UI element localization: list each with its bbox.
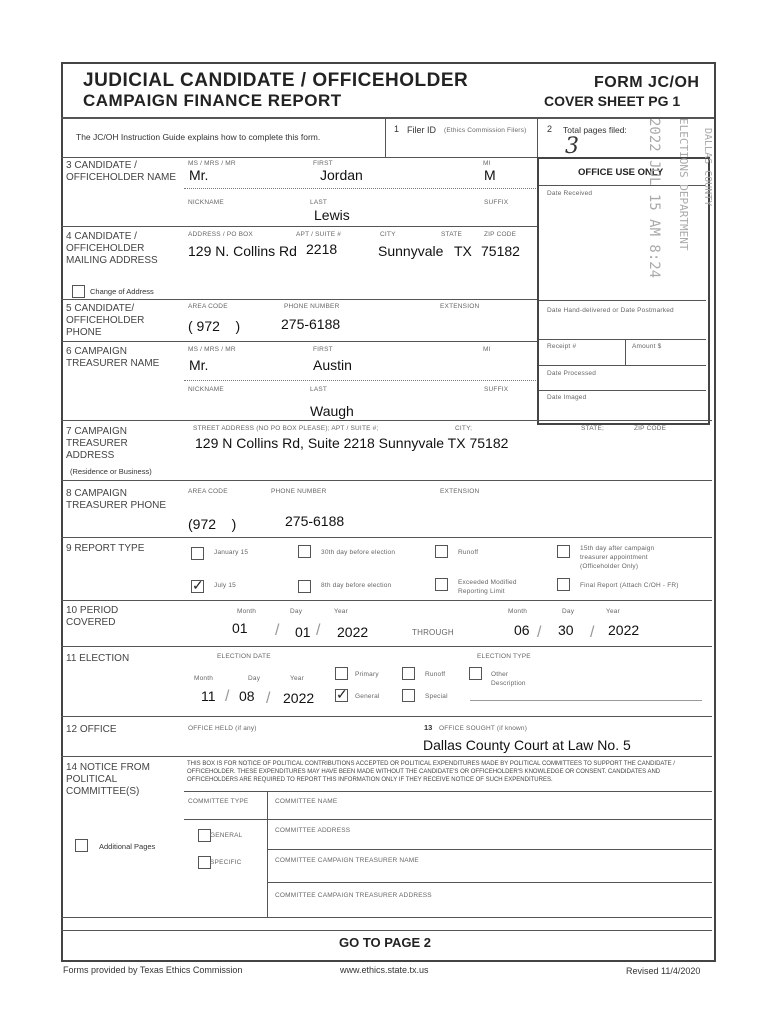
date-received-label: Date Received bbox=[547, 190, 593, 197]
s5-area-value: ( 972 ) bbox=[188, 318, 241, 334]
committee-type-label: COMMITTEE TYPE bbox=[188, 798, 249, 805]
s11-date-label: ELECTION DATE bbox=[217, 653, 271, 660]
s3-first-value: Jordan bbox=[320, 167, 363, 183]
s10-from-year: 2022 bbox=[337, 624, 369, 640]
divider bbox=[61, 537, 712, 538]
s7-address-value: 129 N Collins Rd, Suite 2218 Sunnyvale TX 75182 bbox=[195, 435, 509, 451]
s7-city-label: CITY; bbox=[455, 425, 473, 432]
election-runoff-label: Runoff bbox=[425, 671, 446, 678]
divider bbox=[61, 756, 712, 757]
s11-year-label: Year bbox=[290, 675, 304, 682]
divider bbox=[61, 157, 537, 158]
s3-nick-label: NICKNAME bbox=[188, 199, 224, 206]
date-slash: / bbox=[225, 688, 230, 705]
s5-label: 5 CANDIDATE/ OFFICEHOLDER PHONE bbox=[66, 303, 145, 338]
filer-id-label: Filer ID bbox=[407, 125, 436, 135]
s6-ms-label: MS / MRS / MR bbox=[188, 346, 236, 353]
date-imaged-label: Date Imaged bbox=[547, 394, 587, 401]
s10-from-year-label: Year bbox=[334, 608, 348, 615]
s5-ext-label: EXTENSION bbox=[440, 303, 480, 310]
report-exceeded-checkbox[interactable] bbox=[435, 578, 448, 591]
divider bbox=[539, 339, 706, 340]
s10-from-day-label: Day bbox=[290, 608, 303, 615]
committee-treasurer-address-label: COMMITTEE CAMPAIGN TREASURER ADDRESS bbox=[275, 892, 432, 899]
committee-address-label: COMMITTEE ADDRESS bbox=[275, 827, 351, 834]
report-final-checkbox[interactable] bbox=[557, 578, 570, 591]
divider bbox=[61, 646, 712, 647]
s9-label: 9 REPORT TYPE bbox=[66, 543, 145, 554]
header-divider bbox=[61, 117, 714, 119]
s11-label: 11 ELECTION bbox=[66, 653, 130, 664]
s4-apt-label: APT / SUITE # bbox=[296, 231, 342, 238]
divider bbox=[184, 819, 712, 820]
s6-nick-label: NICKNAME bbox=[188, 386, 224, 393]
election-general-label: General bbox=[355, 693, 380, 700]
go-to-page-2[interactable]: GO TO PAGE 2 bbox=[339, 935, 431, 950]
date-slash: / bbox=[537, 624, 542, 641]
divider bbox=[61, 716, 712, 717]
s11-type-label: ELECTION TYPE bbox=[477, 653, 531, 660]
date-slash: / bbox=[316, 622, 321, 639]
election-other-desc-label: Description bbox=[491, 680, 526, 687]
s4-apt-value: 2218 bbox=[306, 241, 338, 257]
election-special-label: Special bbox=[425, 693, 448, 700]
s4-city-label: CITY bbox=[380, 231, 396, 238]
election-other-checkbox[interactable] bbox=[469, 667, 482, 680]
s14-notice: THIS BOX IS FOR NOTICE OF POLITICAL CONTRIBUTIONS ACCEPTED OR POLITICAL EXPENDITURES MADE BY POLITICAL COMMITTEES TO SUPPORT THE CANDIDATE / OFFICEHOLDER. THESE EXPENDITURES MAY HAVE BEEN MADE WITHOUT THE CANDIDATE'S OR OFFICEHOLDER'S KNOWLEDGE OR CONSENT. CANDIDATES AND OFFICEHOLDERS ARE REQUIRED TO REPORT THIS INFORMATION ONLY IF THEY RECEIVE NOTICE OF SUCH EXPENDITURES. bbox=[187, 761, 675, 783]
elections-stamp: ELECTIONS DEPARTMENT bbox=[677, 118, 690, 251]
committee-name-label: COMMITTEE NAME bbox=[275, 798, 338, 805]
report-8day-label: 8th day before election bbox=[321, 582, 392, 589]
divider bbox=[267, 849, 712, 850]
committee-treasurer-name-label: COMMITTEE CAMPAIGN TREASURER NAME bbox=[275, 857, 419, 864]
s10-to-month-label: Month bbox=[508, 608, 528, 615]
report-exceeded-label: Exceeded Modified Reporting Limit bbox=[458, 579, 517, 595]
s10-from-day: 01 bbox=[295, 624, 311, 640]
s4-state-value: TX bbox=[454, 243, 472, 259]
s4-city-value: Sunnyvale bbox=[378, 243, 444, 259]
s7-state-label: STATE; bbox=[581, 425, 604, 432]
report-july15-checkbox[interactable] bbox=[191, 580, 204, 593]
s6-first-value: Austin bbox=[313, 357, 352, 373]
s6-last-value: Waugh bbox=[310, 403, 354, 419]
divider bbox=[184, 188, 536, 189]
divider bbox=[539, 300, 706, 301]
divider bbox=[267, 791, 268, 917]
s14-label: 14 NOTICE FROM POLITICAL COMMITTEE(S) bbox=[66, 762, 150, 797]
s3-ms-label: MS / MRS / MR bbox=[188, 160, 236, 167]
footer-left: Forms provided by Texas Ethics Commission bbox=[63, 965, 243, 975]
divider bbox=[385, 118, 386, 158]
form-title-line2: CAMPAIGN FINANCE REPORT bbox=[83, 91, 342, 110]
report-jan15-checkbox[interactable] bbox=[191, 547, 204, 560]
date-processed-label: Date Processed bbox=[547, 370, 597, 377]
county-stamp: DALLAS COUNTY bbox=[702, 128, 713, 207]
divider bbox=[61, 480, 712, 481]
committee-specific-label: SPECIFIC bbox=[210, 859, 242, 866]
filer-id-num: 1 bbox=[394, 124, 400, 134]
footer-center[interactable]: www.ethics.state.tx.us bbox=[340, 965, 429, 975]
s11-year: 2022 bbox=[283, 690, 315, 706]
s10-through: THROUGH bbox=[412, 628, 454, 637]
divider bbox=[539, 390, 706, 391]
election-primary-label: Primary bbox=[355, 671, 379, 678]
change-of-address-checkbox[interactable] bbox=[72, 285, 85, 298]
s5-area-label: AREA CODE bbox=[188, 303, 228, 310]
election-special-checkbox[interactable] bbox=[402, 689, 415, 702]
s3-last-value: Lewis bbox=[314, 207, 350, 223]
s5-phone-label: PHONE NUMBER bbox=[284, 303, 340, 310]
divider bbox=[267, 882, 712, 883]
date-slash: / bbox=[266, 690, 271, 707]
s6-first-label: FIRST bbox=[313, 346, 333, 353]
s6-suffix-label: SUFFIX bbox=[484, 386, 509, 393]
s12-label: 12 OFFICE bbox=[66, 724, 117, 735]
s7-street-label: STREET ADDRESS (NO PO BOX PLEASE); APT / SUITE #; bbox=[193, 425, 379, 432]
footer-right: Revised 11/4/2020 bbox=[626, 966, 701, 976]
divider bbox=[537, 118, 538, 158]
report-30day-checkbox[interactable] bbox=[298, 545, 311, 558]
divider bbox=[61, 299, 537, 300]
s3-last-label: LAST bbox=[310, 199, 328, 206]
s11-day: 08 bbox=[239, 688, 255, 704]
s8-label: 8 CAMPAIGN TREASURER PHONE bbox=[66, 488, 167, 511]
total-pages-label: Total pages filed: bbox=[563, 125, 627, 135]
s8-area-value: (972 ) bbox=[188, 516, 237, 532]
s3-label: 3 CANDIDATE / OFFICEHOLDER NAME bbox=[66, 160, 177, 183]
s11-month: 11 bbox=[201, 688, 216, 704]
s13-num: 13 bbox=[424, 723, 433, 732]
s13-label: OFFICE SOUGHT (if known) bbox=[439, 725, 528, 732]
s11-month-label: Month bbox=[194, 675, 214, 682]
divider bbox=[61, 420, 712, 421]
s13-office-value: Dallas County Court at Law No. 5 bbox=[423, 737, 631, 753]
election-primary-checkbox[interactable] bbox=[335, 667, 348, 680]
s8-ext-label: EXTENSION bbox=[440, 488, 480, 495]
s10-to-month: 06 bbox=[514, 622, 530, 638]
receipt-label: Receipt # bbox=[547, 343, 577, 350]
committee-general-label: GENERAL bbox=[210, 832, 243, 839]
s10-from-month: 01 bbox=[232, 620, 248, 636]
s4-state-label: STATE bbox=[441, 231, 462, 238]
date-slash: / bbox=[275, 622, 280, 639]
s3-title-value: Mr. bbox=[189, 167, 209, 183]
divider bbox=[61, 226, 537, 227]
report-30day-label: 30th day before election bbox=[321, 549, 396, 556]
s10-to-day-label: Day bbox=[562, 608, 575, 615]
s8-phone-label: PHONE NUMBER bbox=[271, 488, 327, 495]
report-runoff-checkbox[interactable] bbox=[435, 545, 448, 558]
s3-first-label: FIRST bbox=[313, 160, 333, 167]
received-stamp: 2022 JUL 15 AM 8:24 bbox=[646, 118, 662, 279]
s8-area-label: AREA CODE bbox=[188, 488, 228, 495]
s3-mi-label: MI bbox=[483, 160, 491, 167]
office-use-title: OFFICE USE ONLY bbox=[578, 167, 664, 178]
report-8day-checkbox[interactable] bbox=[298, 580, 311, 593]
election-other-label: Other bbox=[491, 671, 509, 678]
divider bbox=[625, 339, 626, 365]
form-title-line1: JUDICIAL CANDIDATE / OFFICEHOLDER bbox=[83, 70, 469, 91]
additional-pages-checkbox[interactable] bbox=[75, 839, 88, 852]
total-pages-num: 2 bbox=[547, 124, 553, 134]
divider bbox=[61, 917, 712, 918]
s10-label: 10 PERIOD COVERED bbox=[66, 605, 119, 628]
s3-suffix-label: SUFFIX bbox=[484, 199, 509, 206]
s7-note: (Residence or Business) bbox=[70, 467, 152, 476]
report-15day-checkbox[interactable] bbox=[557, 545, 570, 558]
s3-mi-value: M bbox=[484, 167, 496, 183]
s4-addr-label: ADDRESS / PO BOX bbox=[188, 231, 253, 238]
s10-to-day: 30 bbox=[558, 622, 574, 638]
divider bbox=[539, 365, 706, 366]
total-pages-value: 3 bbox=[565, 134, 579, 159]
election-general-checkbox[interactable] bbox=[335, 689, 348, 702]
s8-phone-value: 275-6188 bbox=[285, 513, 345, 529]
divider bbox=[61, 930, 712, 931]
amount-label: Amount $ bbox=[632, 343, 662, 350]
s6-last-label: LAST bbox=[310, 386, 328, 393]
change-of-address-label: Change of Address bbox=[90, 287, 154, 296]
form-cover-sheet: COVER SHEET PG 1 bbox=[544, 93, 681, 109]
election-runoff-checkbox[interactable] bbox=[402, 667, 415, 680]
form-id: FORM JC/OH bbox=[594, 74, 700, 91]
s10-to-year-label: Year bbox=[606, 608, 620, 615]
divider bbox=[184, 380, 536, 381]
divider bbox=[184, 791, 712, 792]
s6-title-value: Mr. bbox=[189, 357, 209, 373]
report-jan15-label: January 15 bbox=[214, 549, 249, 556]
divider bbox=[61, 341, 537, 342]
instructions-text: The JC/OH Instruction Guide explains how to complete this form. bbox=[76, 132, 321, 142]
s7-label: 7 CAMPAIGN TREASURER ADDRESS bbox=[66, 426, 128, 461]
additional-pages-label: Additional Pages bbox=[99, 842, 156, 851]
s4-zip-value: 75182 bbox=[481, 243, 520, 259]
s5-phone-value: 275-6188 bbox=[281, 316, 341, 332]
s4-label: 4 CANDIDATE / OFFICEHOLDER MAILING ADDRESS bbox=[66, 231, 158, 266]
s4-address-value: 129 N. Collins Rd bbox=[188, 243, 297, 259]
s11-day-label: Day bbox=[248, 675, 261, 682]
s12-held-label: OFFICE HELD (if any) bbox=[188, 725, 257, 732]
s7-zip-label: ZIP CODE bbox=[634, 425, 667, 432]
date-hand-delivered-label: Date Hand-delivered or Date Postmarked bbox=[547, 307, 674, 314]
s4-zip-label: ZIP CODE bbox=[484, 231, 517, 238]
report-runoff-label: Runoff bbox=[458, 549, 479, 556]
report-july15-label: July 15 bbox=[214, 582, 236, 589]
s10-to-year: 2022 bbox=[608, 622, 640, 638]
other-description-line bbox=[470, 700, 702, 701]
report-15day-label: 15th day after campaign treasurer appointment (Officeholder Only) bbox=[580, 545, 655, 570]
s10-from-month-label: Month bbox=[237, 608, 257, 615]
filer-id-sub: (Ethics Commission Filers) bbox=[444, 127, 527, 134]
date-slash: / bbox=[590, 624, 595, 641]
divider bbox=[61, 600, 712, 601]
s6-label: 6 CAMPAIGN TREASURER NAME bbox=[66, 346, 160, 369]
report-final-label: Final Report (Attach C/OH - FR) bbox=[580, 582, 679, 589]
s6-mi-label: MI bbox=[483, 346, 491, 353]
